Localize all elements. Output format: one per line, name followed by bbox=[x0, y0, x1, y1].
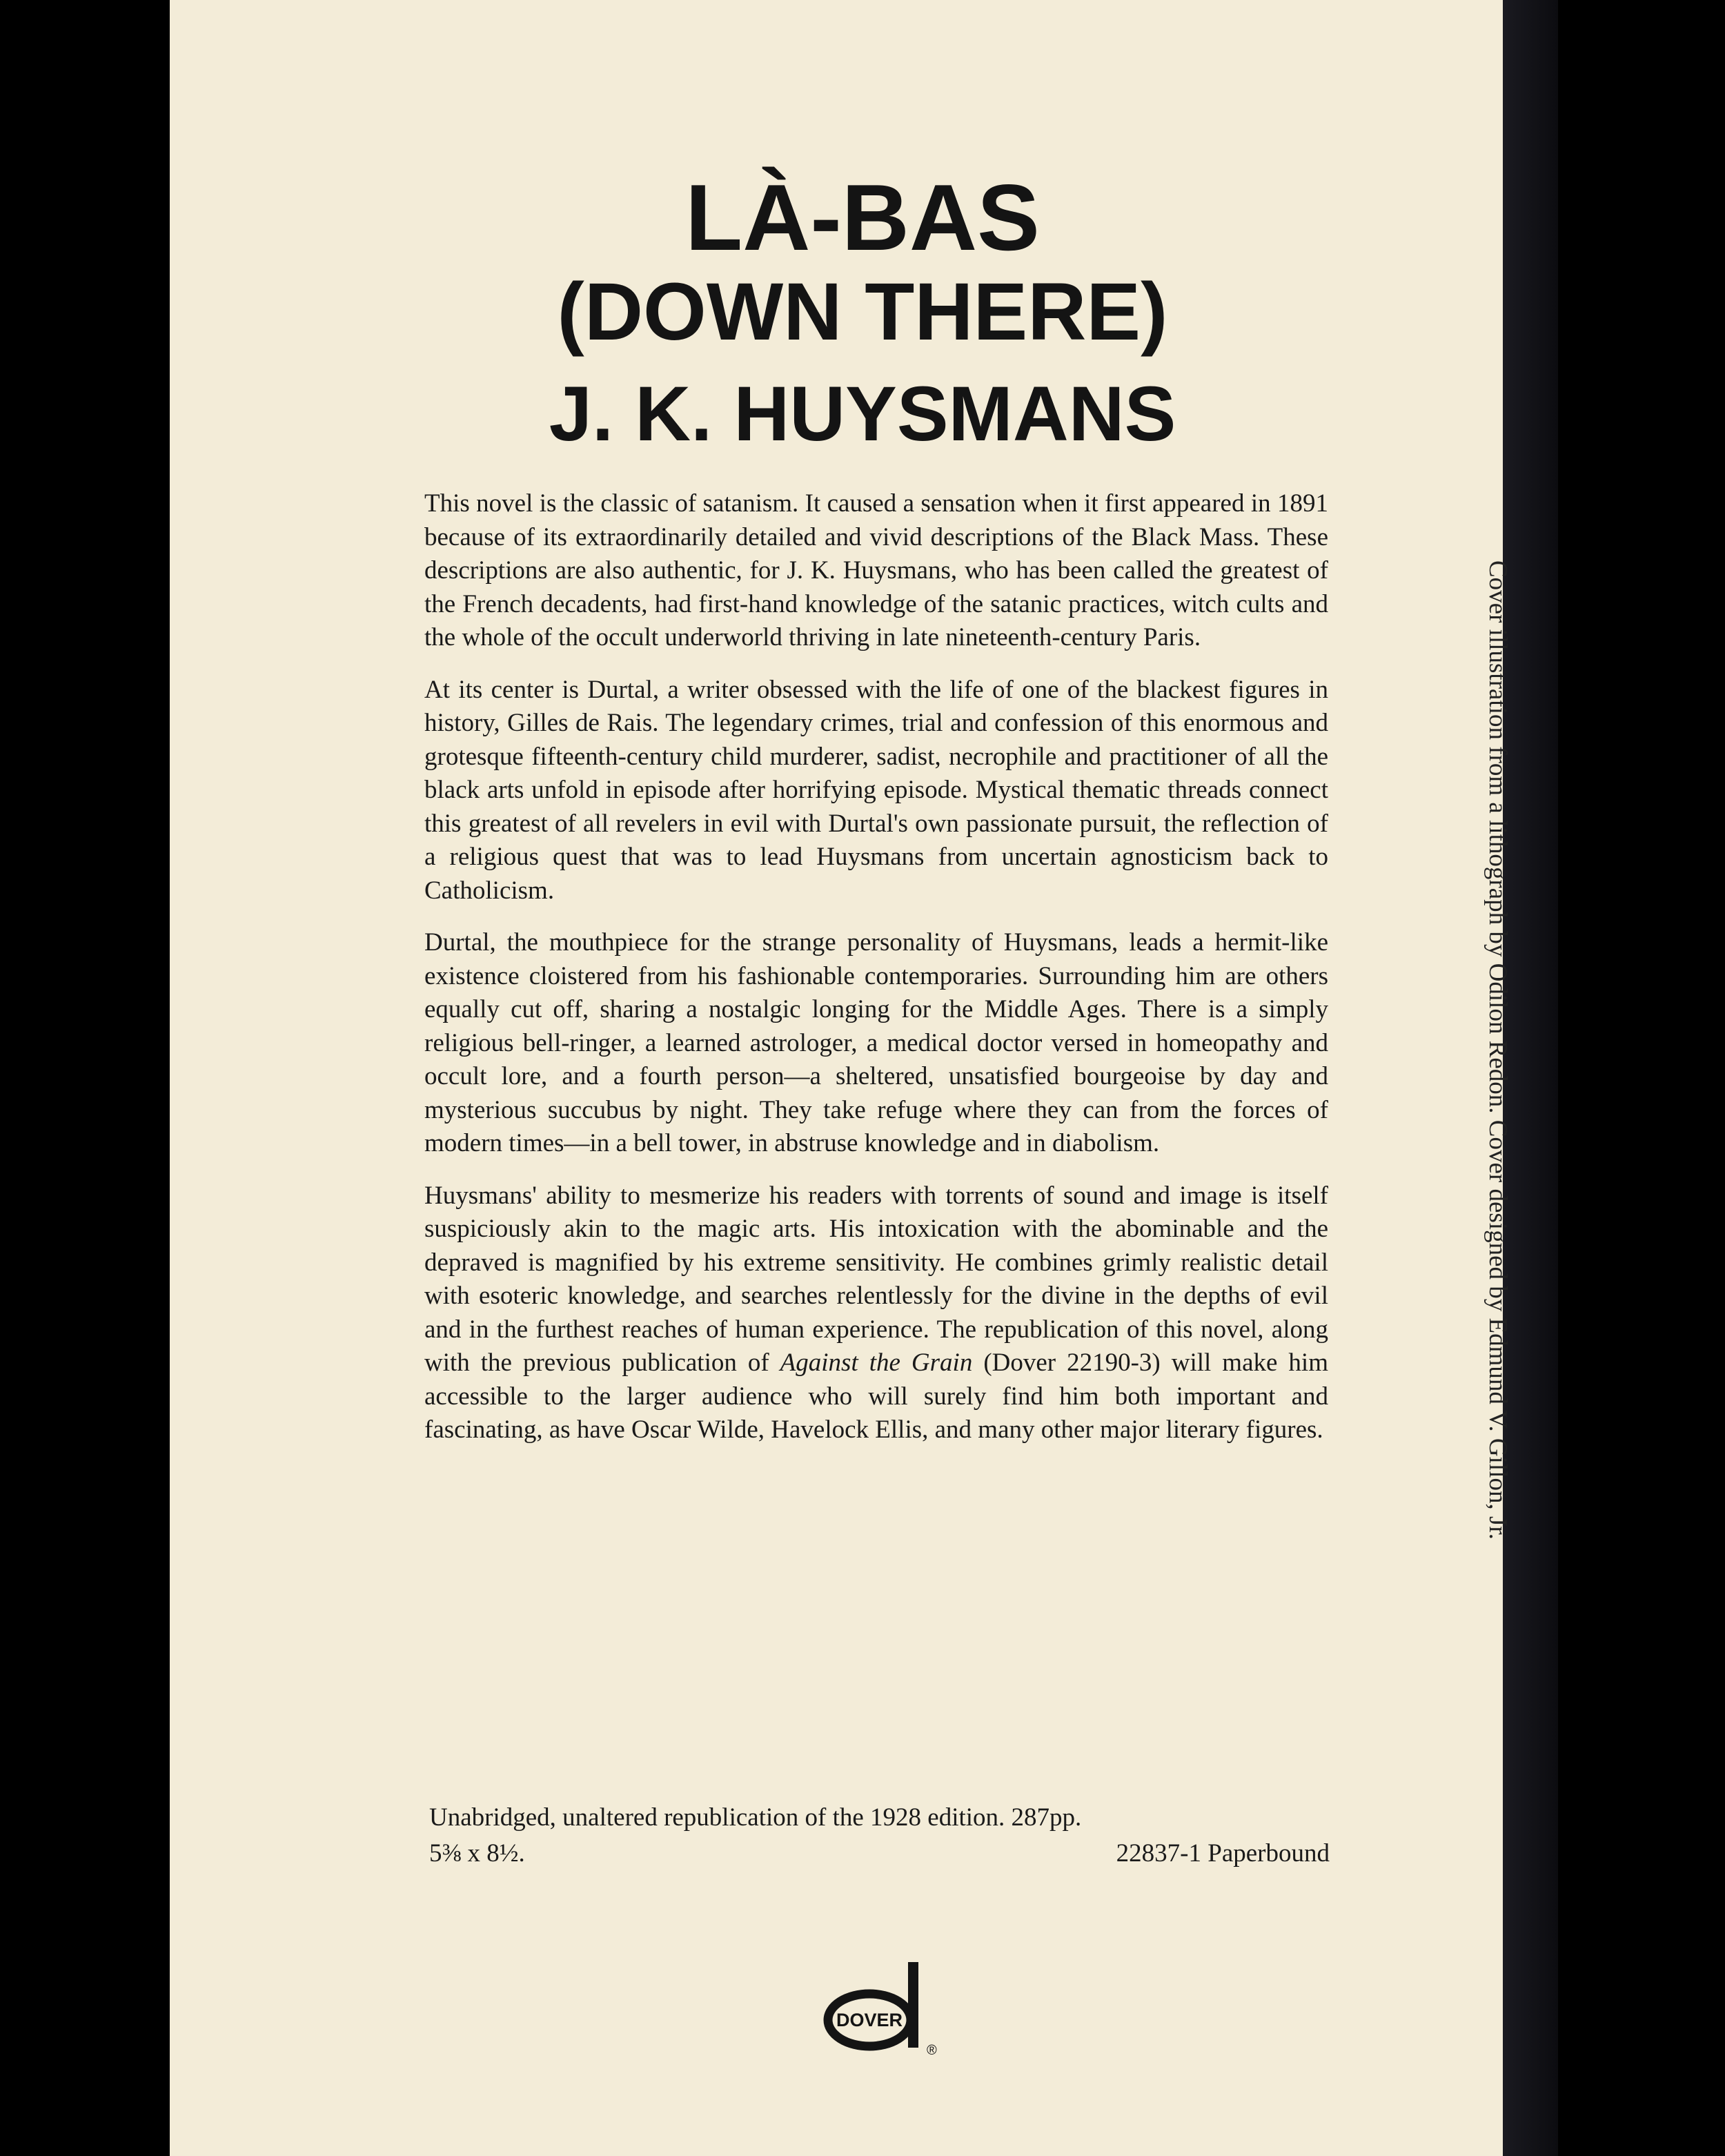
imprint-row bbox=[429, 1836, 1330, 1872]
book-reference: Against the Grain bbox=[780, 1349, 973, 1377]
cover-credit: Cover illustration from a lithograph by Odilon Redon. Cover designed by Edmund V. Gillon, Jr. bbox=[1483, 560, 1512, 1540]
blurb-text bbox=[424, 487, 1328, 1466]
book-number: 22837-1 Paperbound bbox=[1116, 1839, 1330, 1868]
edition-note: Unabridged, unaltered republication of the 1928 edition. 287pp. bbox=[429, 1803, 1082, 1832]
book-title: LÀ-BAS bbox=[685, 165, 1040, 270]
blurb-paragraph-3: Durtal, the mouthpiece for the strange personality of Huysmans, leads a hermit-like existence cloistered from his fashionable contemporaries. Surrounding him are others equally cut off, sharing a nostalgic longing for the Middle Ages. There is a simply religious bell-ringer, a learned astrologer, a medical doctor versed in homeopathy and occult lore, and a fourth person—a sheltered, unsatisfied bourgeoise by day and mysterious succubus by night. They take refuge where they can from the forces of modern times—in a bell tower, in abstruse knowledge and in diabolism. bbox=[424, 928, 1328, 1157]
logo-text: DOVER bbox=[836, 2010, 903, 2030]
book-author: J. K. HUYSMANS bbox=[549, 371, 1176, 457]
book-size: 5⅜ x 8½. bbox=[429, 1839, 525, 1868]
book-subtitle: (DOWN THERE) bbox=[557, 266, 1168, 357]
blurb-p4-start: Huysmans' ability to mesmerize his readers with torrents of sound and image is itself suspiciously akin to the magic arts. His intoxication with the abominable and the depraved is magnified by his extreme sensitivity. He combines grimly realistic detail with esoteric knowledge, and searches relentlessly for the divine in the depths of evil and in the furthest reaches of human experience. The republication of this novel, along with the previous publication of bbox=[424, 1181, 1328, 1377]
blurb-paragraph-1: This novel is the classic of satanism. It caused a sensation when it first appeared in 1891 because of its extraordinarily detailed and vivid descriptions of the Black Mass. These descriptions are also authentic, for J. K. Huysmans, who has been called the greatest of the French decadents, had first-hand knowledge of the satanic practices, witch cults and the whole of the occult underworld thriving in late nineteenth-century Paris. bbox=[424, 489, 1328, 651]
blurb-p4-end: (Dover 22190-3) will make him accessible to the larger audience who will surely find him both important and fascinating, as have Oscar Wilde, Havelock Ellis, and many other major literary figures. bbox=[424, 1349, 1328, 1444]
imprint bbox=[429, 1800, 1330, 1872]
blurb-paragraph-2: At its center is Durtal, a writer obsessed with the life of one of the blackest figures in history, Gilles de Rais. The legendary crimes, trial and confession of this enormous and grotesque fifteenth-century child murderer, sadist, necrophile and practitioner of all the black arts unfold in episode after horrifying episode. Mystical thematic threads connect this greatest of all revelers in evil with Durtal's own passionate pursuit, the reflection of a religious quest that was to lead Huysmans from uncertain agnosticism back to Catholicism. bbox=[424, 675, 1328, 905]
blurb-paragraph-4 bbox=[424, 1179, 1328, 1447]
logo-stem bbox=[908, 1962, 918, 2048]
dover-logo bbox=[814, 1957, 952, 2060]
registered-mark: ® bbox=[927, 2043, 937, 2058]
